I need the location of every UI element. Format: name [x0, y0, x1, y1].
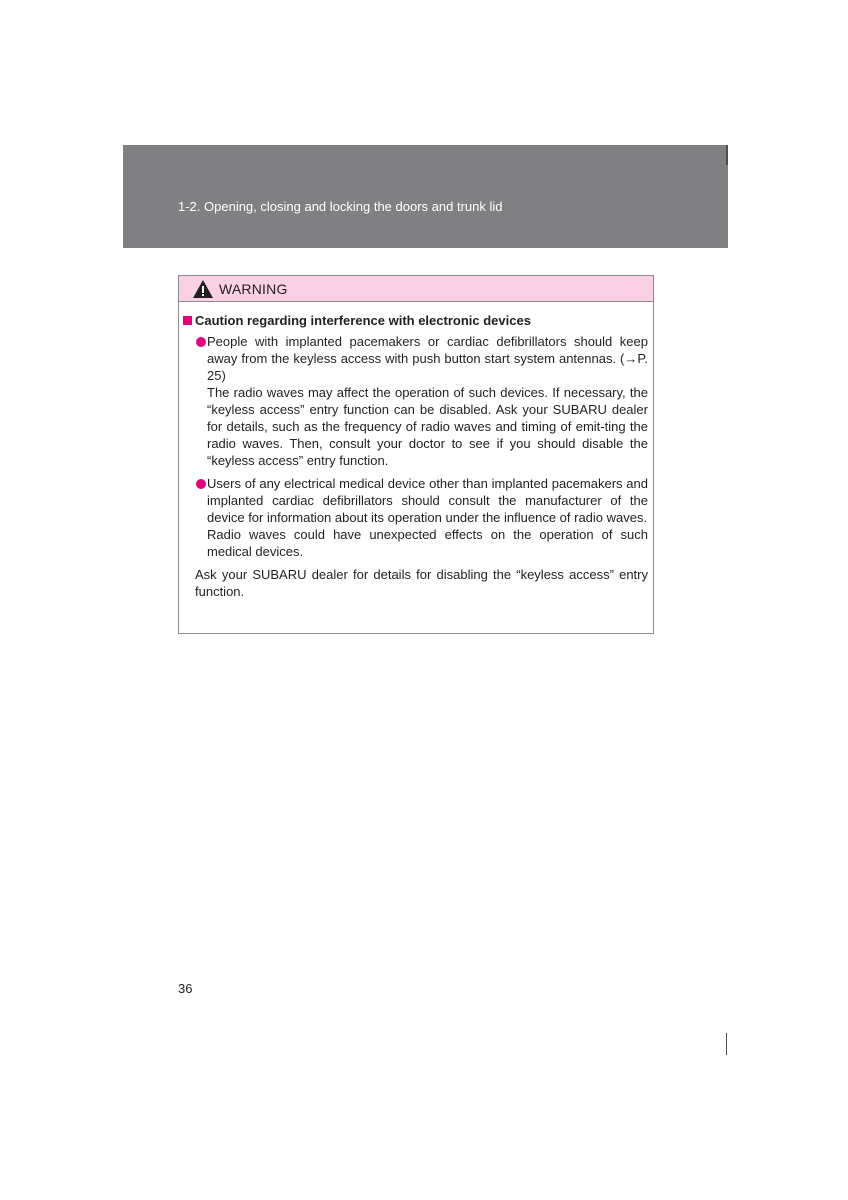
item-paragraph: The radio waves may affect the operation of such devices. If necessary, the “keyless access” entry function can be disabled. Ask your SUBARU dealer for details, such as the frequency of radio waves and timing of emit-ting the radio waves. Then, consult your doctor to see if you should disable the “keyless access” entry function.	[207, 385, 648, 468]
page-number: 36	[178, 981, 193, 996]
square-bullet-icon	[183, 316, 192, 325]
list-item	[183, 475, 648, 560]
warning-title: WARNING	[219, 280, 288, 297]
item-paragraph: Users of any electrical medical device other than implanted pacemakers and implanted cardiac defibrillators should consult the manufacturer of the device for information about its operation under the influence of radio waves.	[207, 476, 648, 525]
warning-subheading-text: Caution regarding interference with electronic devices	[195, 313, 531, 328]
section-title: 1-2. Opening, closing and locking the doors and trunk lid	[178, 199, 503, 214]
header-edge-tick	[726, 145, 728, 165]
section-header-band	[123, 145, 728, 248]
warning-note: Ask your SUBARU dealer for details for disabling the “keyless access” entry function.	[195, 567, 648, 599]
warning-body	[179, 302, 653, 600]
warning-subheading	[183, 312, 648, 329]
list-item	[183, 333, 648, 469]
page-edge-mark	[726, 1033, 727, 1055]
warning-box	[178, 275, 654, 634]
warning-triangle-icon	[192, 279, 219, 299]
item-paragraph: People with implanted pacemakers or cardiac defibrillators should keep away from the keyless access with push button start system antennas. (→P. 25)	[207, 334, 648, 383]
warning-header	[179, 276, 653, 302]
item-paragraph: Radio waves could have unexpected effects on the operation of such medical devices.	[207, 527, 648, 559]
circle-bullet-icon	[196, 479, 206, 489]
circle-bullet-icon	[196, 337, 206, 347]
